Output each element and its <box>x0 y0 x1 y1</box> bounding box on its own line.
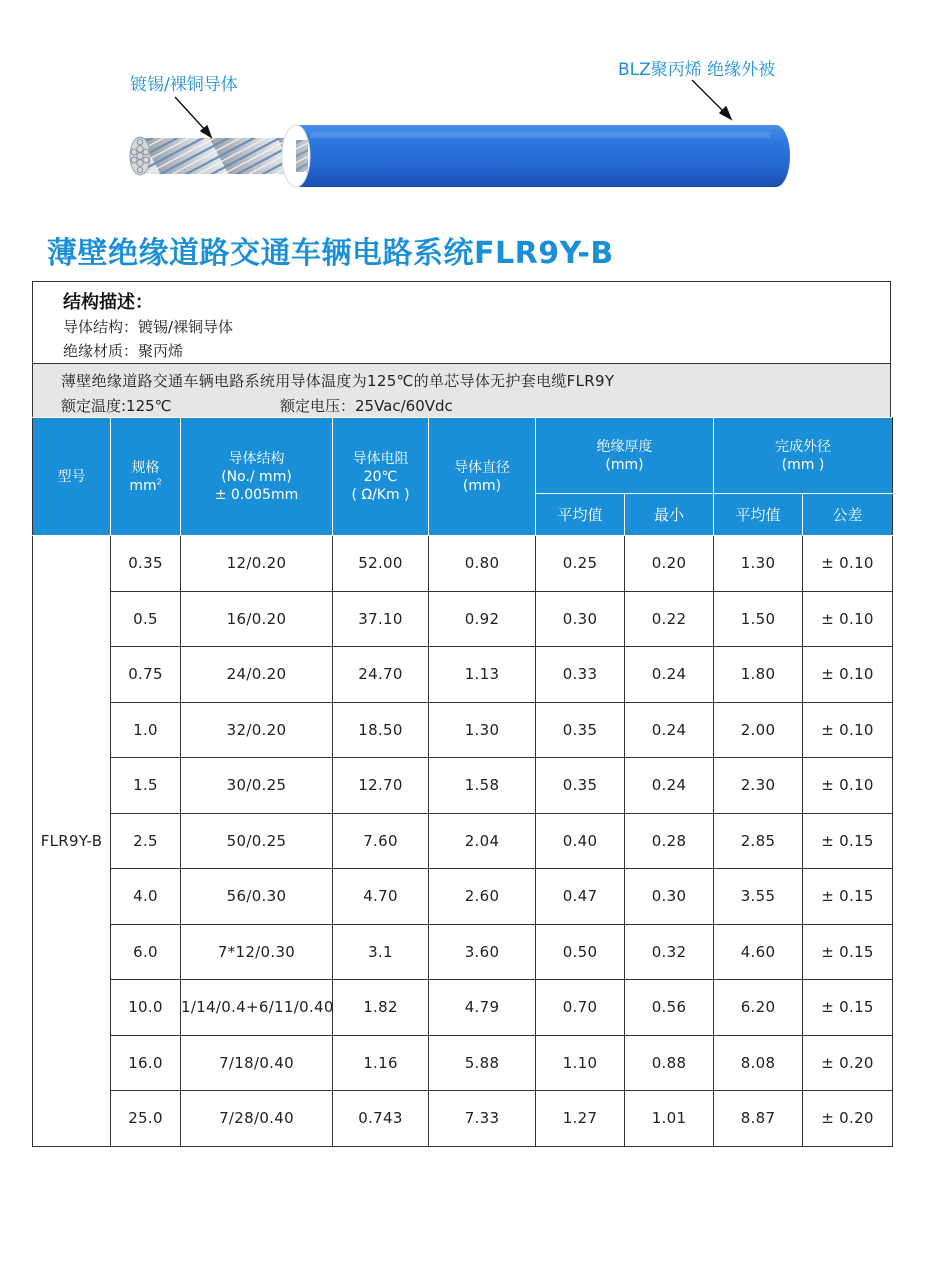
cell-tolerance: ± 0.10 <box>803 702 893 758</box>
cell-tolerance: ± 0.20 <box>803 1091 893 1147</box>
cell-resistance: 1.82 <box>333 980 429 1036</box>
table-row <box>33 1091 893 1147</box>
table-row <box>33 536 893 592</box>
header-conductor-structure: 导体结构 (No./ mm) ± 0.005mm <box>181 418 333 536</box>
cell-outer-avg: 2.00 <box>714 702 803 758</box>
cell-model: FLR9Y-B <box>33 536 111 1147</box>
cell-tolerance: ± 0.10 <box>803 536 893 592</box>
cell-diameter: 0.80 <box>429 536 536 592</box>
header-insulation-thickness: 绝缘厚度 (mm) <box>536 418 714 494</box>
cell-tolerance: ± 0.10 <box>803 647 893 703</box>
cell-tolerance: ± 0.15 <box>803 813 893 869</box>
cell-size: 16.0 <box>111 1035 181 1091</box>
cable-illustration <box>0 0 925 220</box>
cell-thickness-avg: 0.33 <box>536 647 625 703</box>
cell-diameter: 1.13 <box>429 647 536 703</box>
cell-thickness-avg: 0.35 <box>536 702 625 758</box>
cell-diameter: 4.79 <box>429 980 536 1036</box>
cell-size: 1.0 <box>111 702 181 758</box>
header-outer-diameter: 完成外径 (mm ) <box>714 418 893 494</box>
cell-outer-avg: 8.08 <box>714 1035 803 1091</box>
cell-tolerance: ± 0.15 <box>803 869 893 925</box>
cell-thickness-min: 0.56 <box>625 980 714 1036</box>
cell-size: 2.5 <box>111 813 181 869</box>
cell-outer-avg: 1.80 <box>714 647 803 703</box>
cell-thickness-min: 0.88 <box>625 1035 714 1091</box>
spec-box <box>32 363 891 417</box>
cell-size: 4.0 <box>111 869 181 925</box>
cell-size: 0.75 <box>111 647 181 703</box>
header-model: 型号 <box>33 418 111 536</box>
cell-structure: 7*12/0.30 <box>181 924 333 980</box>
cell-size: 10.0 <box>111 980 181 1036</box>
conductor-end-face <box>130 137 150 175</box>
cell-size: 0.5 <box>111 591 181 647</box>
cell-structure: 7/18/0.40 <box>181 1035 333 1091</box>
cell-thickness-min: 0.30 <box>625 869 714 925</box>
insulation-material-line: 绝缘材质：聚丙烯 <box>63 342 184 360</box>
cell-structure: 1/14/0.4+6/11/0.40 <box>181 980 333 1036</box>
structure-description-box <box>32 281 891 363</box>
cell-structure: 24/0.20 <box>181 647 333 703</box>
cell-structure: 56/0.30 <box>181 869 333 925</box>
cell-thickness-min: 0.32 <box>625 924 714 980</box>
cell-outer-avg: 2.85 <box>714 813 803 869</box>
insulation-leader-line <box>692 80 726 114</box>
cell-thickness-min: 0.24 <box>625 647 714 703</box>
cell-size: 0.35 <box>111 536 181 592</box>
cell-structure: 32/0.20 <box>181 702 333 758</box>
table-row <box>33 591 893 647</box>
cell-thickness-min: 0.24 <box>625 702 714 758</box>
cell-outer-avg: 1.50 <box>714 591 803 647</box>
header-size: 规格 $mm^2$ <box>111 418 181 536</box>
page-title: 薄壁绝缘道路交通车辆电路系统FLR9Y-B <box>47 236 614 271</box>
structure-heading: 结构描述： <box>63 292 153 313</box>
cell-resistance: 7.60 <box>333 813 429 869</box>
cell-structure: 30/0.25 <box>181 758 333 814</box>
conductor-strands <box>140 138 300 174</box>
cell-thickness-avg: 0.30 <box>536 591 625 647</box>
cell-outer-avg: 3.55 <box>714 869 803 925</box>
cell-diameter: 1.58 <box>429 758 536 814</box>
rated-temperature: 额定温度:125℃ <box>61 397 172 415</box>
table-row <box>33 1035 893 1091</box>
cell-resistance: 0.743 <box>333 1091 429 1147</box>
cell-tolerance: ± 0.20 <box>803 1035 893 1091</box>
cell-structure: 50/0.25 <box>181 813 333 869</box>
header-conductor-diameter: 导体直径 (mm) <box>429 418 536 536</box>
cell-resistance: 37.10 <box>333 591 429 647</box>
cell-structure: 7/28/0.40 <box>181 1091 333 1147</box>
cell-size: 25.0 <box>111 1091 181 1147</box>
cell-diameter: 1.30 <box>429 702 536 758</box>
cell-resistance: 4.70 <box>333 869 429 925</box>
cell-resistance: 52.00 <box>333 536 429 592</box>
cell-resistance: 24.70 <box>333 647 429 703</box>
cell-outer-avg: 8.87 <box>714 1091 803 1147</box>
cell-outer-avg: 1.30 <box>714 536 803 592</box>
header-tolerance: 公差 <box>803 494 893 536</box>
cell-tolerance: ± 0.15 <box>803 980 893 1036</box>
cell-thickness-avg: 1.27 <box>536 1091 625 1147</box>
cell-outer-avg: 4.60 <box>714 924 803 980</box>
cell-thickness-avg: 0.40 <box>536 813 625 869</box>
cell-structure: 16/0.20 <box>181 591 333 647</box>
header-thickness-min: 最小 <box>625 494 714 536</box>
cell-tolerance: ± 0.15 <box>803 924 893 980</box>
cell-diameter: 7.33 <box>429 1091 536 1147</box>
cable-drawing <box>0 0 925 220</box>
spec-description: 薄壁绝缘道路交通车辆电路系统用导体温度为125℃的单芯导体无护套电缆FLR9Y <box>61 372 615 390</box>
table-row <box>33 758 893 814</box>
conductor-label: 镀锡/裸铜导体 <box>130 75 238 95</box>
cell-thickness-avg: 0.25 <box>536 536 625 592</box>
cell-diameter: 2.60 <box>429 869 536 925</box>
cell-diameter: 3.60 <box>429 924 536 980</box>
cell-thickness-avg: 0.47 <box>536 869 625 925</box>
cell-diameter: 5.88 <box>429 1035 536 1091</box>
table-row <box>33 813 893 869</box>
header-conductor-resistance: 导体电阻 20℃ ( Ω/Km ) <box>333 418 429 536</box>
table-row <box>33 647 893 703</box>
header-thickness-avg: 平均值 <box>536 494 625 536</box>
cell-diameter: 2.04 <box>429 813 536 869</box>
cell-diameter: 0.92 <box>429 591 536 647</box>
cell-tolerance: ± 0.10 <box>803 758 893 814</box>
cell-thickness-avg: 0.50 <box>536 924 625 980</box>
cell-outer-avg: 2.30 <box>714 758 803 814</box>
cell-thickness-min: 1.01 <box>625 1091 714 1147</box>
conductor-leader-line <box>175 97 207 132</box>
conductor-structure-line: 导体结构：镀锡/裸铜导体 <box>63 318 234 336</box>
cell-structure: 12/0.20 <box>181 536 333 592</box>
insulation-label: BLZ聚丙烯 绝缘外被 <box>618 60 776 80</box>
table-row <box>33 869 893 925</box>
cell-size: 6.0 <box>111 924 181 980</box>
cell-thickness-min: 0.28 <box>625 813 714 869</box>
cell-resistance: 3.1 <box>333 924 429 980</box>
cell-size: 1.5 <box>111 758 181 814</box>
cell-outer-avg: 6.20 <box>714 980 803 1036</box>
cell-thickness-avg: 0.70 <box>536 980 625 1036</box>
table-row <box>33 924 893 980</box>
cell-resistance: 1.16 <box>333 1035 429 1091</box>
table-row <box>33 980 893 1036</box>
cell-resistance: 18.50 <box>333 702 429 758</box>
cell-thickness-avg: 1.10 <box>536 1035 625 1091</box>
rated-voltage: 额定电压：25Vac/60Vdc <box>280 397 453 415</box>
table-row <box>33 702 893 758</box>
cell-resistance: 12.70 <box>333 758 429 814</box>
cell-thickness-avg: 0.35 <box>536 758 625 814</box>
cell-thickness-min: 0.24 <box>625 758 714 814</box>
cell-thickness-min: 0.20 <box>625 536 714 592</box>
spec-table <box>32 417 893 1147</box>
cell-thickness-min: 0.22 <box>625 591 714 647</box>
cell-tolerance: ± 0.10 <box>803 591 893 647</box>
header-outer-avg: 平均值 <box>714 494 803 536</box>
